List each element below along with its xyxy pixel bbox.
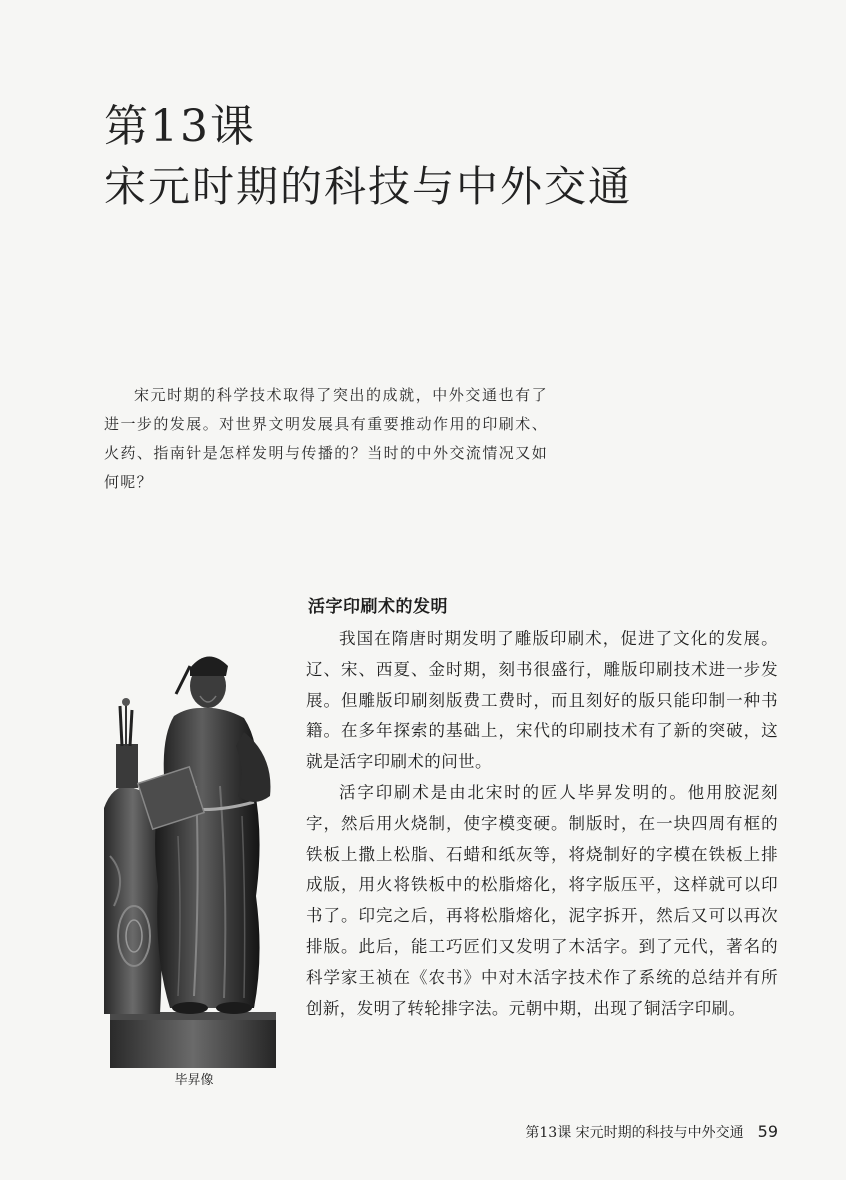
page-footer (300, 1121, 778, 1144)
body-paragraph: 我国在隋唐时期发明了雕版印刷术，促进了文化的发展。辽、宋、西夏、金时期，刻书很盛行，雕版印刷技术进一步发展。但雕版印刷刻版费工费时，而且刻好的版只能印制一种书籍。在多年探索的基础上，宋代的印刷技术有了新的突破，这就是活字印刷术的问世。 (306, 629, 778, 772)
running-title: 第13课 宋元时期的科技与中外交通 (525, 1125, 744, 1141)
section-heading: 活字印刷术的发明 (308, 597, 448, 617)
body-paragraph: 活字印刷术是由北宋时的匠人毕昇发明的。他用胶泥刻字，然后用火烧制，使字模变硬。制版时，在一块四周有框的铁板上撒上松脂、石蜡和纸灰等，将烧制好的字模在铁板上排成版，用火将铁板中的松脂熔化，将字版压平，这样就可以印书了。印完之后，再将松脂熔化，泥字拆开，然后又可以再次排版。此后，能工巧匠们又发明了木活字。到了元代，著名的科学家王祯在《农书》中对木活字技术作了系统的总结并有所创新，发明了转轮排字法。元朝中期，出现了铜活字印刷。 (306, 782, 778, 1018)
bi-sheng-statue-image (104, 636, 284, 1072)
lesson-number: 第13课 (104, 101, 256, 152)
figure-caption: 毕昇像 (174, 1073, 214, 1088)
lesson-title: 宋元时期的科技与中外交通 (104, 162, 633, 211)
section-body (306, 624, 778, 1024)
page-number: 59 (757, 1122, 778, 1141)
statue-illustration (104, 636, 284, 1072)
intro-paragraph: 宋元时期的科学技术取得了突出的成就，中外交通也有了进一步的发展。对世界文明发展具有重要推动作用的印刷术、火药、指南针是怎样发明与传播的？当时的中外交流情况又如何呢？ (104, 386, 548, 491)
